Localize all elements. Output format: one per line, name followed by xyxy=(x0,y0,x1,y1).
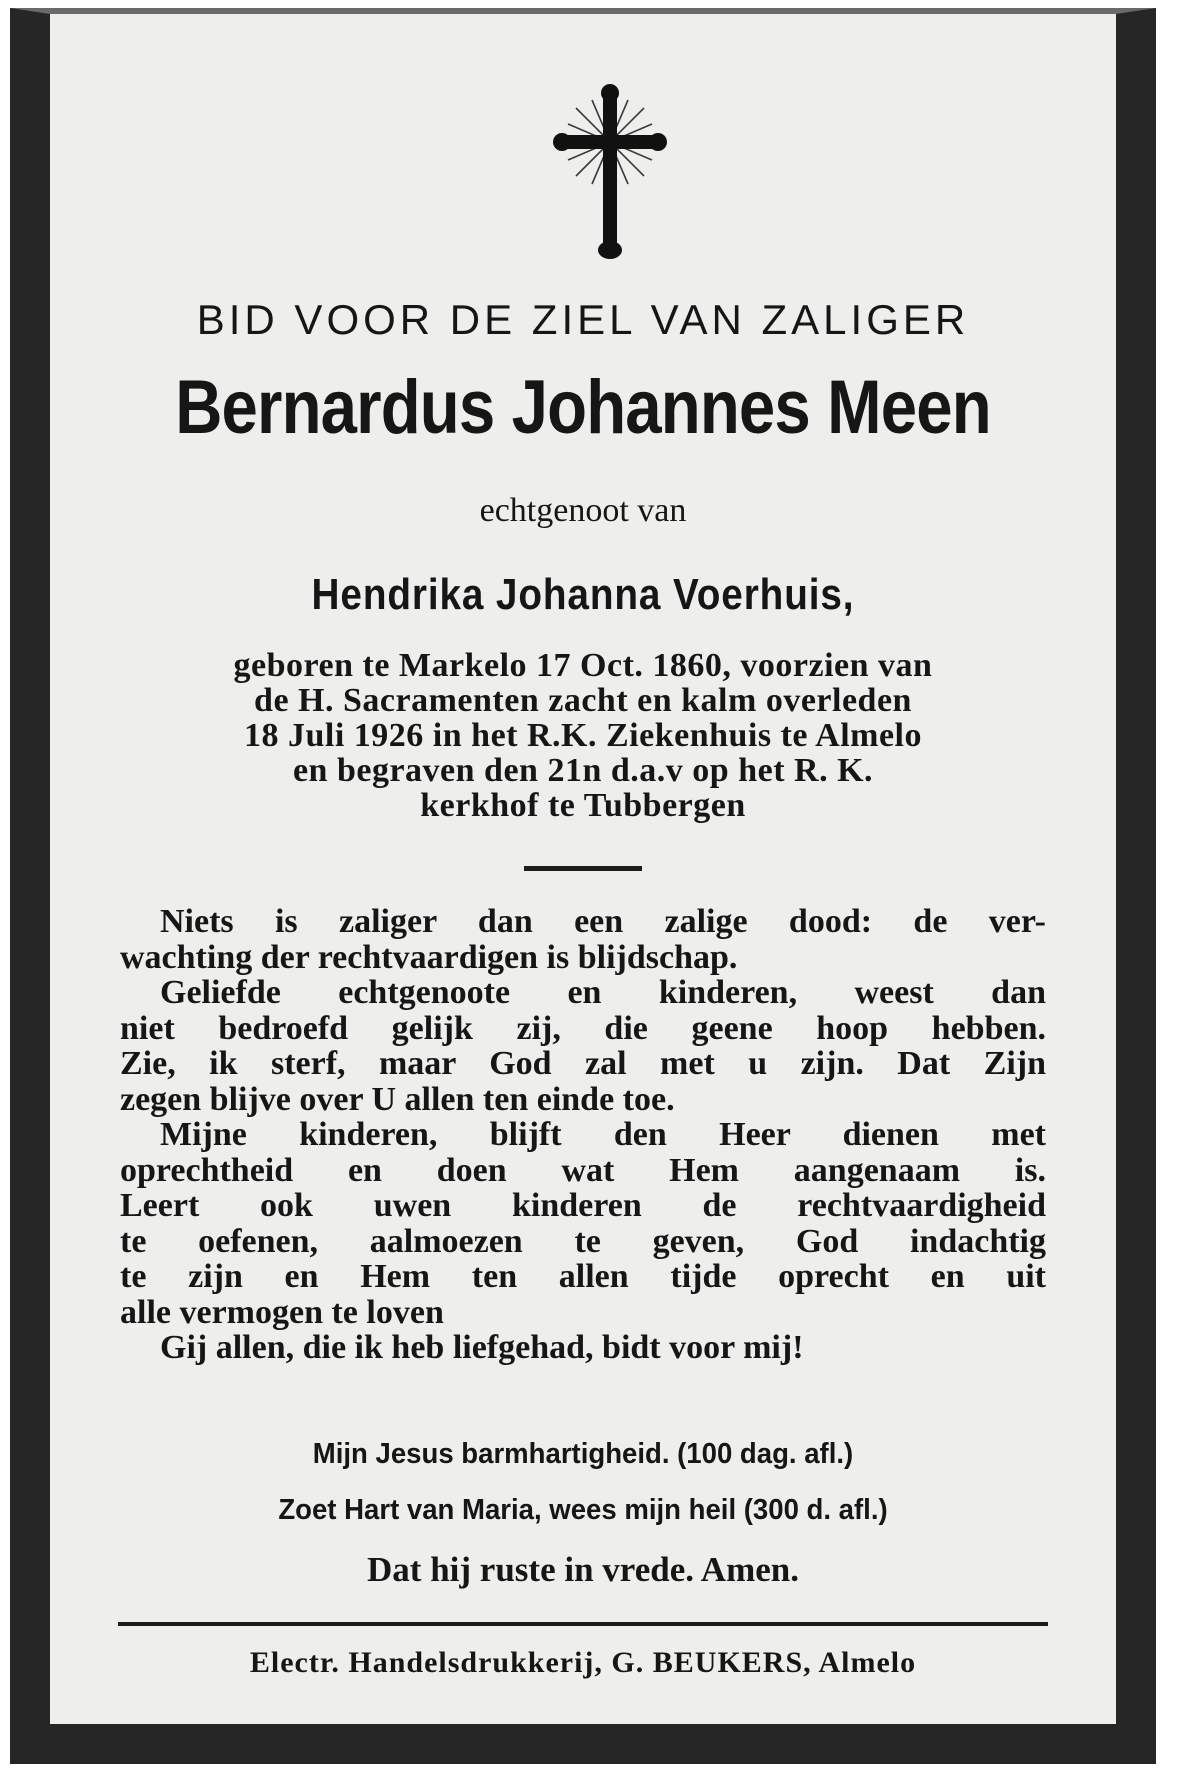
memorial-card-inner xyxy=(50,14,1116,1724)
verse-line: te oefenen, aalmoezen te geven, God indachtig xyxy=(120,1222,1046,1260)
divider-short xyxy=(524,866,642,871)
memorial-card xyxy=(10,8,1156,1764)
verse-line: Gij allen, die ik heb liefgehad, bidt voor mij! xyxy=(160,1329,804,1366)
closing-line: Dat hij ruste in vrede. Amen. xyxy=(367,1550,799,1589)
spouse-name: Hendrika Johanna Voerhuis, xyxy=(311,570,855,619)
biography-line: kerkhof te Tubbergen xyxy=(420,787,746,824)
biography-line: 18 Juli 1926 in het R.K. Ziekenhuis te Almelo xyxy=(244,717,922,754)
biography-line: de H. Sacramenten zacht en kalm overleden xyxy=(254,682,912,719)
verse-line: Leert ook uwen kinderen de rechtvaardigheid xyxy=(120,1187,1046,1224)
biography-line: geboren te Markelo 17 Oct. 1860, voorzien van xyxy=(233,647,933,684)
deceased-name: Bernardus Johannes Meen xyxy=(175,365,991,450)
biography-line: en begraven den 21n d.a.v op het R. K. xyxy=(292,752,874,789)
cross-icon xyxy=(550,84,670,264)
prayer-indulgence-1: Mijn Jesus barmhartigheid. (100 dag. afl.) xyxy=(312,1438,854,1470)
prayer-indulgence-2: Zoet Hart van Maria, wees mijn heil (300 d. afl.) xyxy=(278,1494,888,1526)
biography xyxy=(140,648,1026,823)
verse-line: Geliefde echtgenoote en kinderen, weest dan xyxy=(160,974,1046,1011)
verse-line: niet bedroefd gelijk zij, die geene hoop hebben. xyxy=(120,1009,1046,1047)
divider-long xyxy=(118,1622,1048,1626)
verse-line: Mijne kinderen, blijft den Heer dienen met xyxy=(160,1116,1046,1153)
verse-line: wachting der rechtvaardigen is blijdschap. xyxy=(120,938,738,976)
verse-line: oprechtheid en doen wat Hem aangenaam is. xyxy=(120,1151,1046,1189)
invocation-heading: BID VOOR DE ZIEL VAN ZALIGER xyxy=(196,296,970,343)
spouse-label: echtgenoot van xyxy=(479,492,687,529)
printer-credit: Electr. Handelsdrukkerij, G. BEUKERS, Almelo xyxy=(249,1646,917,1679)
verse-line: te zijn en Hem ten allen tijde oprecht en uit xyxy=(120,1258,1046,1295)
verse-text xyxy=(120,904,1046,1366)
verse-line: zegen blijve over U allen ten einde toe. xyxy=(120,1080,675,1118)
verse-line: alle vermogen te loven xyxy=(120,1293,444,1331)
verse-line: Zie, ik sterf, maar God zal met u zijn. Dat Zijn xyxy=(120,1045,1046,1082)
verse-line: Niets is zaliger dan een zalige dood: de ver- xyxy=(160,903,1046,940)
